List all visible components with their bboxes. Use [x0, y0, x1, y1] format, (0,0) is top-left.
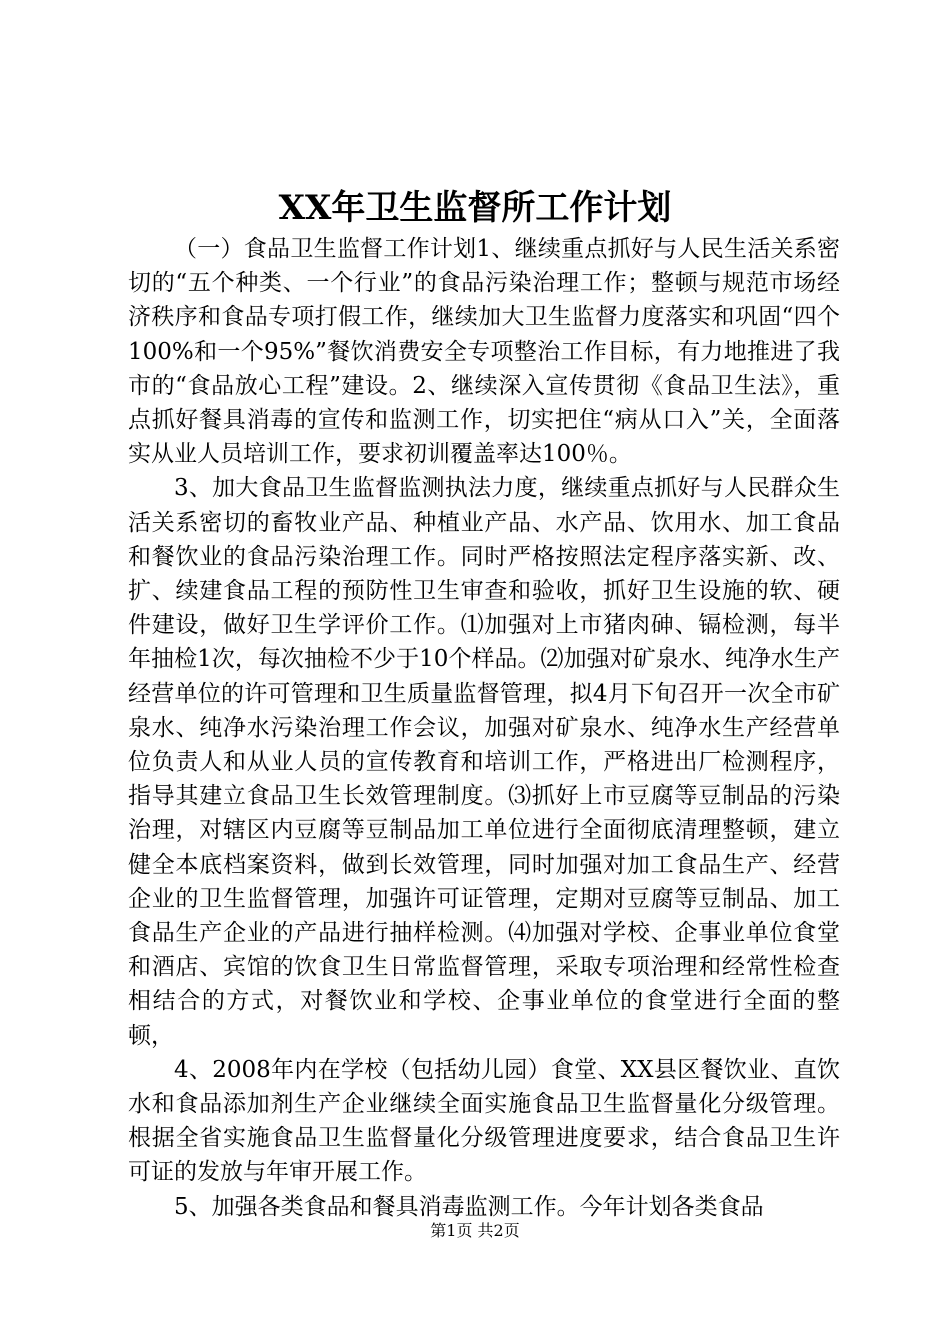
- page-number-footer: 第1页 共2页: [430, 1221, 520, 1240]
- paragraph-1: （一）食品卫生监督工作计划1、继续重点抓好与人民生活关系密切的“五个种类、一个行业”的食品污染治理工作；整顿与规范市场经济秩序和食品专项打假工作，继续加大卫生监督力度落实和巩固“四个100%和一个95%”餐饮消费安全专项整治工作目标，有力地推进了我市的“食品放心工程”建设。2、继续深入宣传贯彻《食品卫生法》，重点抓好餐具消毒的宣传和监测工作，切实把住“病从口入”关，全面落实从业人员培训工作，要求初训覆盖率达100％。: [128, 236, 840, 468]
- paragraph-4: 5、加强各类食品和餐具消毒监测工作。今年计划各类食品: [174, 1193, 764, 1220]
- paragraph-3: 4、2008年内在学校（包括幼儿园）食堂、XX县区餐饮业、直饮水和食品添加剂生产企业继续全面实施食品卫生监督量化分级管理。根据全省实施食品卫生监督量化分级管理进度要求，结合食品卫生许可证的发放与年审开展工作。: [128, 1056, 840, 1186]
- document-body: [128, 232, 840, 1224]
- document-title: XX年卫生监督所工作计划: [278, 188, 672, 228]
- paragraph-2: 3、加大食品卫生监督监测执法力度，继续重点抓好与人民群众生活关系密切的畜牧业产品、种植业产品、水产品、饮用水、加工食品和餐饮业的食品污染治理工作。同时严格按照法定程序落实新、改、扩、续建食品工程的预防性卫生审查和验收，抓好卫生设施的软、硬件建设，做好卫生学评价工作。⑴加强对上市猪肉砷、镉检测，每半年抽检1次，每次抽检不少于10个样品。⑵加强对矿泉水、纯净水生产经营单位的许可管理和卫生质量监督管理，拟4月下旬召开一次全市矿泉水、纯净水污染治理工作会议，加强对矿泉水、纯净水生产经营单位负责人和从业人员的宣传教育和培训工作，严格进出厂检测程序，指导其建立食品卫生长效管理制度。⑶抓好上市豆腐等豆制品的污染治理，对辖区内豆腐等豆制品加工单位进行全面彻底清理整顿，建立健全本底档案资料，做到长效管理，同时加强对加工食品生产、经营企业的卫生监督管理，加强许可证管理，定期对豆腐等豆制品、加工食品生产企业的产品进行抽样检测。⑷加强对学校、企事业单位食堂和酒店、宾馆的饮食卫生日常监督管理，采取专项治理和经常性检查相结合的方式，对餐饮业和学校、企事业单位的食堂进行全面的整顿，: [128, 475, 840, 1049]
